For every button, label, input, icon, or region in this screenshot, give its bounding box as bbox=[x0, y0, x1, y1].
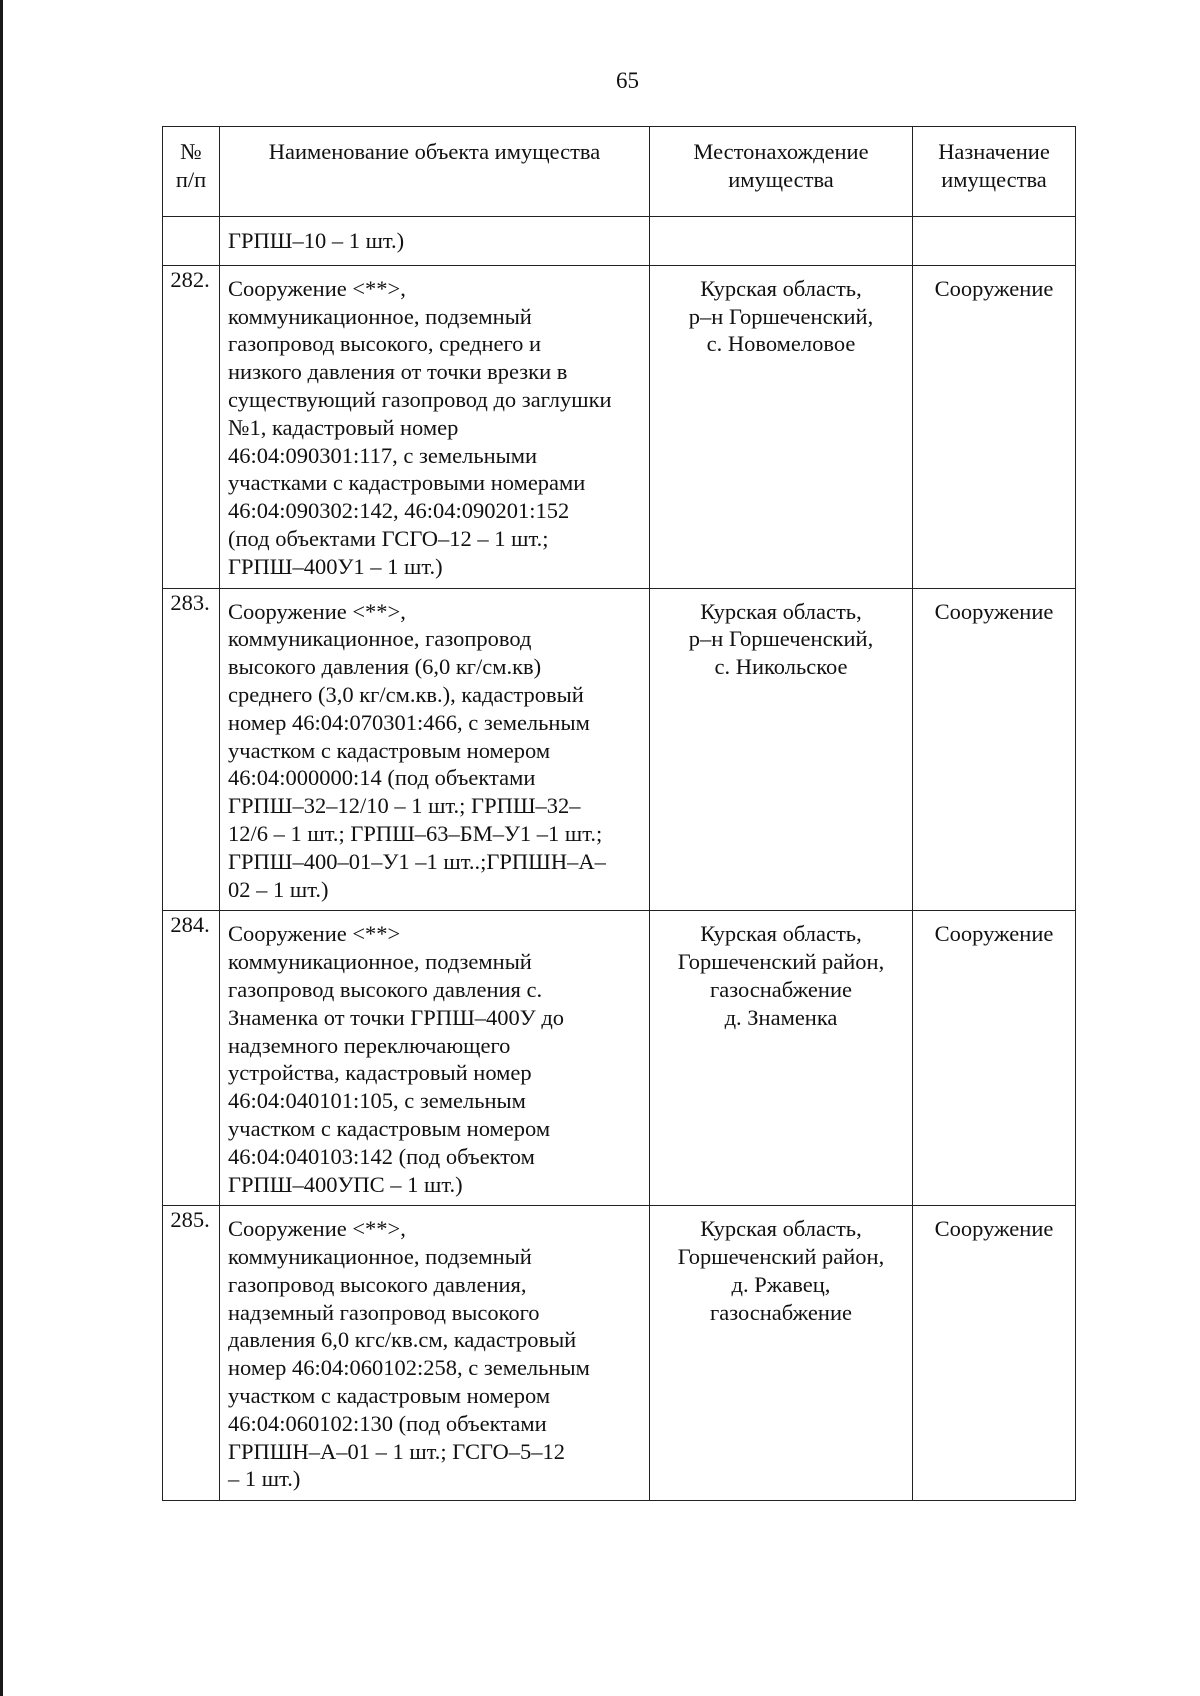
object-name-line: коммуникационное, подземный bbox=[228, 303, 532, 329]
location-line: Курская область, bbox=[700, 598, 862, 624]
purpose-cell: Сооружение bbox=[913, 265, 1076, 588]
header-location bbox=[650, 127, 913, 217]
location-cell bbox=[650, 1206, 913, 1501]
header-text: имущества bbox=[728, 166, 834, 192]
object-name-line: надземного переключающего bbox=[228, 1032, 511, 1058]
location-line: р–н Горшеченский, bbox=[688, 303, 874, 329]
location-line: газоснабжение bbox=[710, 1299, 852, 1325]
purpose-cell: Сооружение bbox=[913, 1206, 1076, 1501]
object-name-line: №1, кадастровый номер bbox=[228, 414, 459, 440]
object-name-line: ГРПШ–10 – 1 шт.) bbox=[228, 228, 405, 253]
row-number bbox=[163, 217, 220, 266]
object-name-line: участком с кадастровым номером bbox=[228, 1115, 551, 1141]
object-name-line: коммуникационное, подземный bbox=[228, 949, 532, 975]
header-name bbox=[220, 127, 650, 217]
header-text: имущества bbox=[941, 166, 1047, 192]
header-text: Местонахождение bbox=[693, 139, 869, 164]
object-name-line: 46:04:000000:14 (под объектами bbox=[228, 765, 536, 791]
object-name-line: ГРПШ–400У1 – 1 шт.) bbox=[228, 553, 443, 579]
header-text: п/п bbox=[175, 166, 207, 192]
object-name-line: газопровод высокого давления с. bbox=[228, 976, 543, 1002]
location-cell bbox=[650, 265, 913, 588]
object-name-line: участком с кадастровым номером bbox=[228, 1383, 551, 1409]
object-name-line: коммуникационное, газопровод bbox=[228, 626, 532, 652]
object-name-line: ГРПШ–400УПС – 1 шт.) bbox=[228, 1171, 463, 1197]
location-line: д. Знаменка bbox=[724, 1004, 838, 1030]
table-row bbox=[163, 1206, 1076, 1501]
row-number: 283. bbox=[163, 588, 220, 911]
object-name-line: низкого давления от точки врезки в bbox=[228, 359, 568, 385]
purpose-cell bbox=[913, 217, 1076, 266]
object-name-cell bbox=[220, 1206, 650, 1501]
page-number: 65 bbox=[616, 68, 639, 93]
object-name-line: среднего (3,0 кг/см.кв.), кадастровый bbox=[228, 681, 584, 707]
location-cell bbox=[650, 911, 913, 1206]
object-name-line: газопровод высокого, среднего и bbox=[228, 331, 542, 357]
object-name-line: 02 – 1 шт.) bbox=[228, 876, 329, 902]
purpose-cell: Сооружение bbox=[913, 911, 1076, 1206]
object-name-line: Сооружение <**>, bbox=[228, 275, 406, 301]
table-row bbox=[163, 588, 1076, 911]
location-line: Курская область, bbox=[700, 1216, 862, 1242]
table-row bbox=[163, 911, 1076, 1206]
location-cell bbox=[650, 588, 913, 911]
object-name-line: Сооружение <**>, bbox=[228, 1216, 406, 1242]
object-name-line: 46:04:040101:105, с земельным bbox=[228, 1088, 526, 1114]
header-text: Наименование объекта имущества bbox=[268, 139, 601, 164]
property-table bbox=[162, 126, 1076, 1501]
scan-edge bbox=[0, 0, 3, 1696]
location-line: Курская область, bbox=[700, 921, 862, 947]
object-name-line: существующий газопровод до заглушки bbox=[228, 386, 612, 412]
header-text: Назначение bbox=[938, 139, 1050, 164]
header-purpose bbox=[913, 127, 1076, 217]
object-name-line: 12/6 – 1 шт.; ГРПШ–63–БМ–У1 –1 шт.; bbox=[228, 820, 603, 846]
location-line: Горшеченский район, bbox=[677, 1244, 885, 1270]
object-name-cell bbox=[220, 265, 650, 588]
location-cell bbox=[650, 217, 913, 266]
table-header-row bbox=[163, 127, 1076, 217]
object-name-line: номер 46:04:070301:466, с земельным bbox=[228, 709, 590, 735]
object-name-line: ГРПШН–А–01 – 1 шт.; ГСГО–5–12 bbox=[228, 1438, 565, 1464]
location-line: с. Никольское bbox=[714, 654, 848, 680]
object-name-line: ГРПШ–32–12/10 – 1 шт.; ГРПШ–32– bbox=[228, 793, 581, 819]
location-line: газоснабжение bbox=[710, 976, 852, 1002]
table-row bbox=[163, 217, 1076, 266]
object-name-line: – 1 шт.) bbox=[228, 1466, 301, 1492]
object-name-line: (под объектами ГСГО–12 – 1 шт.; bbox=[228, 525, 549, 551]
object-name-line: Сооружение <**>, bbox=[228, 598, 406, 624]
location-line: Горшеченский район, bbox=[677, 949, 885, 975]
location-line: Курская область, bbox=[700, 275, 862, 301]
header-text: № bbox=[180, 139, 202, 164]
object-name-line: участком с кадастровым номером bbox=[228, 737, 551, 763]
object-name-cell bbox=[220, 911, 650, 1206]
table-body bbox=[163, 217, 1076, 1501]
object-name-line: Сооружение <**> bbox=[228, 921, 401, 947]
object-name-line: надземный газопровод высокого bbox=[228, 1299, 540, 1325]
table-row bbox=[163, 265, 1076, 588]
object-name-line: 46:04:090302:142, 46:04:090201:152 bbox=[228, 498, 570, 524]
row-number: 284. bbox=[163, 911, 220, 1206]
purpose-cell: Сооружение bbox=[913, 588, 1076, 911]
row-number: 285. bbox=[163, 1206, 220, 1501]
object-name-line: ГРПШ–400–01–У1 –1 шт..;ГРПШН–А– bbox=[228, 848, 606, 874]
row-number: 282. bbox=[163, 265, 220, 588]
object-name-cell bbox=[220, 217, 650, 266]
object-name-line: Знаменка от точки ГРПШ–400У до bbox=[228, 1004, 565, 1030]
object-name-line: 46:04:090301:117, с земельными bbox=[228, 442, 538, 468]
object-name-line: устройства, кадастровый номер bbox=[228, 1060, 532, 1086]
object-name-line: высокого давления (6,0 кг/см.кв) bbox=[228, 654, 542, 680]
location-line: р–н Горшеченский, bbox=[688, 626, 874, 652]
location-line: д. Ржавец, bbox=[731, 1271, 831, 1297]
object-name-line: номер 46:04:060102:258, с земельным bbox=[228, 1355, 590, 1381]
object-name-cell bbox=[220, 588, 650, 911]
object-name-line: 46:04:040103:142 (под объектом bbox=[228, 1143, 535, 1169]
object-name-line: давления 6,0 кгс/кв.см, кадастровый bbox=[228, 1327, 577, 1353]
object-name-line: коммуникационное, подземный bbox=[228, 1244, 532, 1270]
object-name-line: газопровод высокого давления, bbox=[228, 1271, 527, 1297]
header-num bbox=[163, 127, 220, 217]
location-line: с. Новомеловое bbox=[706, 331, 856, 357]
object-name-line: участками с кадастровыми номерами bbox=[228, 470, 586, 496]
object-name-line: 46:04:060102:130 (под объектами bbox=[228, 1410, 547, 1436]
